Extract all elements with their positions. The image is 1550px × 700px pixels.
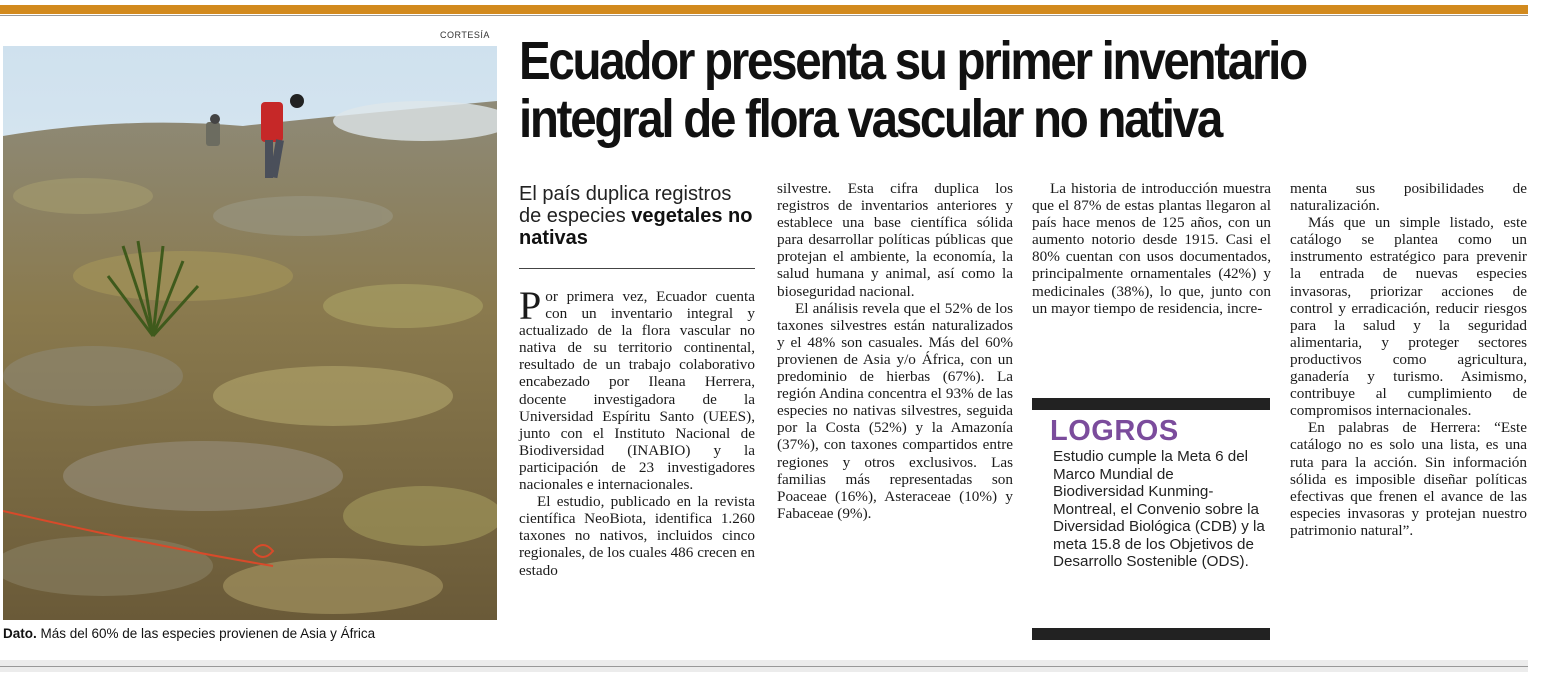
subheadline-bold: vegetales no nativas <box>519 205 753 249</box>
column-1-paragraph-1: or primera vez, Ecuador cuenta con un inventario integral y actualizado de la flora vascular no nativa de su territorio continental, resultado de un trabajo colaborativo encabezado por Ileana Herrera, docente investigadora de la Universidad Espíritu Santo (UEES), junto con el Instituto Nacional de Biodiversidad (INABIO) y la participación de 23 investigadores nacionales e internacionales. <box>519 288 755 494</box>
top-accent-bar <box>0 5 1528 14</box>
article-column-2 <box>777 180 1013 522</box>
column-3-paragraph-1: La historia de introducción muestra que el 87% de estas plantas llegaron al país hace menos de 125 años, con un aumento notorio desde 1915. Casi el 80% cuentan con usos documentados, principalmente ornamentales (42%) y medicinales (38%), lo que, junto con un mayor tiempo de residencia, incre- <box>1032 180 1271 317</box>
column-4-paragraph-3: En palabras de Herrera: “Este catálogo no es solo una lista, es una ruta para la acción. Sin información sólida es imposible diseñar políticas efectivas que frenen el avance de las especies invasoras y protejan nuestro patrimonio natural”. <box>1290 419 1527 539</box>
sidebar-box-top-bar <box>1032 398 1270 410</box>
article-column-4 <box>1290 180 1527 539</box>
bottom-ruler-line <box>0 666 1528 667</box>
hillside-photo-illustration <box>3 46 497 620</box>
headline-line-1: Ecuador presenta su primer inventario <box>519 31 1306 91</box>
column-4-paragraph-2: Más que un simple listado, este catálogo se plantea como un instrumento estratégico para prevenir la entrada de nuevas especies invasoras, priorizar acciones de control y erradicación, reducir riesgos para la salud y la seguridad alimentaria, y proteger sectores productivos como agricultura, ganadería y turismo. Asimismo, contribuye al cumplimiento de compromisos internacionales. <box>1290 214 1527 420</box>
column-2-paragraph-1: silvestre. Esta cifra duplica los registros de inventarios anteriores y establece una base científica sólida para desarrollar políticas públicas que protejan el ambiente, la economía, la salud humana y animal, así como la bioseguridad nacional. <box>777 180 1013 300</box>
article-column-1 <box>519 283 755 579</box>
top-rule <box>0 15 1528 16</box>
subheadline-regular: El país duplica registros de especies <box>519 183 732 227</box>
column-1-paragraph-2: El estudio, publicado en la revista científica NeoBiota, identifica 1.260 taxones no nativos, incluidos cinco regionales, de los cuales 486 crecen en estado <box>519 493 755 579</box>
drop-cap: P <box>519 283 542 328</box>
caption-text: Más del 60% de las especies provienen de Asia y África <box>36 626 376 641</box>
photo-caption <box>3 626 503 641</box>
column-2-paragraph-2: El análisis revela que el 52% de los taxones silvestres están naturalizados y el 48% son casuales. Más del 60% provienen de Asia y/o África, con un predominio de hierbas (67%). La región Andina concentra el 93% de las especies no nativas silvestres, seguida por la Costa (52%) y la Amazonía (37%), con taxones compartidos entre regiones y otros exclusivos. Las familias más representadas son Poaceae (16%), Asteraceae (10%) y Fabaceae (9%). <box>777 299 1013 522</box>
subheadline <box>519 183 759 249</box>
column-4-paragraph-1: menta sus posibilidades de naturalización. <box>1290 180 1527 215</box>
sidebar-box-title: LOGROS <box>1050 415 1179 447</box>
sidebar-box-body: Estudio cumple la Meta 6 del Marco Mundial de Biodiversidad Kunming-Montreal, el Convenio sobre la Diversidad Biológica (CDB) y la meta 15.8 de los Objetivos de Desarrollo Sostenible (ODS). <box>1053 448 1265 570</box>
sidebar-box-bottom-bar <box>1032 628 1270 640</box>
article-column-3 <box>1032 180 1271 317</box>
article-photo <box>3 46 497 620</box>
photo-credit: CORTESÍA <box>440 30 490 40</box>
caption-label: Dato. <box>3 626 37 641</box>
subheadline-rule <box>519 268 755 269</box>
headline-line-2: integral de flora vascular no nativa <box>519 89 1221 149</box>
headline <box>519 32 1408 148</box>
